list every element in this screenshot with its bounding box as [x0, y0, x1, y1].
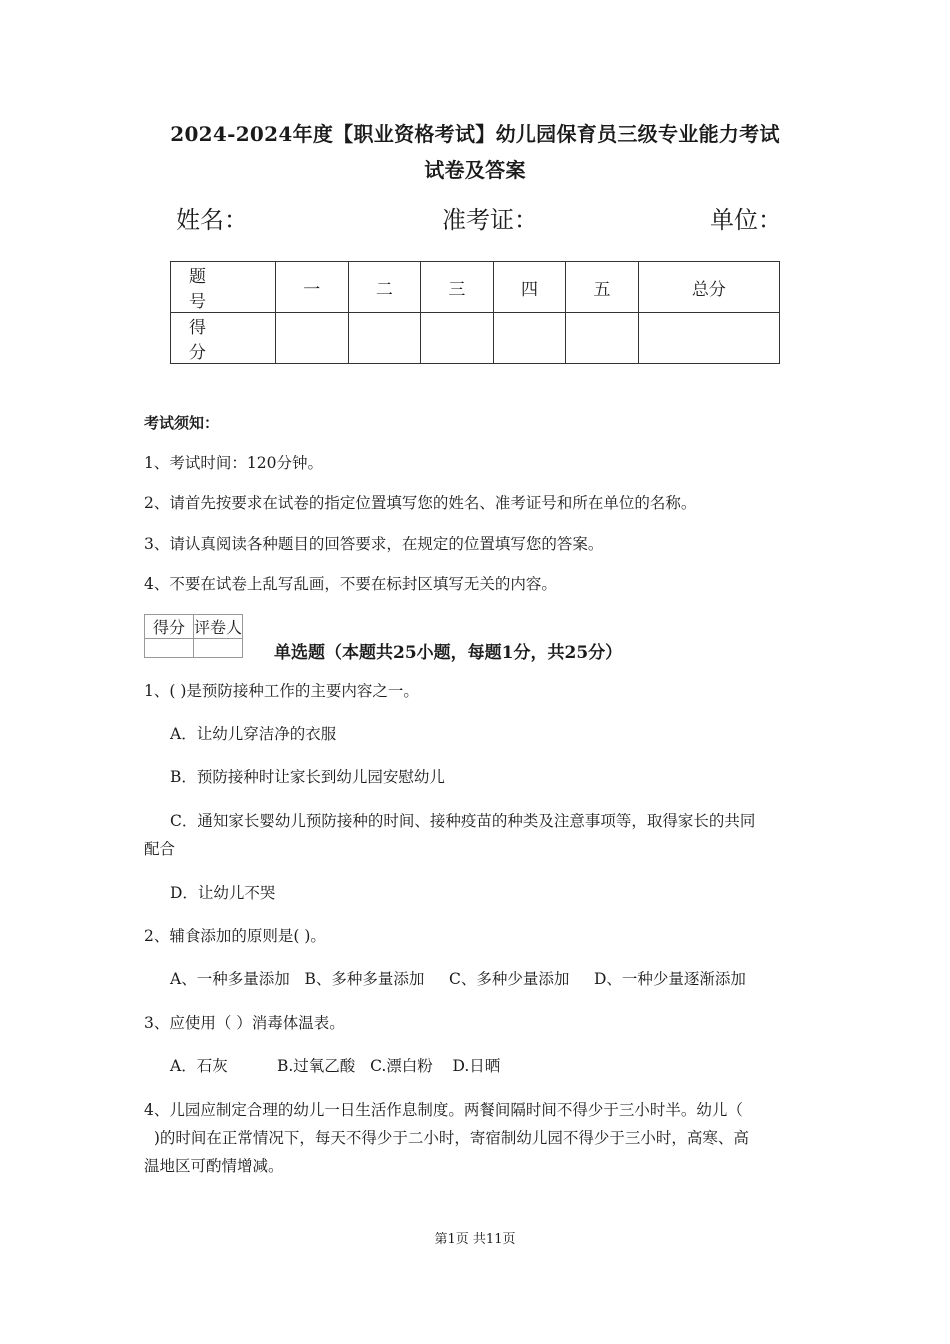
name-field-label: 姓名：	[176, 206, 248, 234]
notice-heading: 考试须知：	[144, 414, 220, 432]
q3-options: A．石灰 B.过氧乙酸 C.漂白粉 D.日晒	[170, 1057, 501, 1075]
header-part-5: 五	[566, 262, 639, 313]
exam-id-field-label: 准考证：	[442, 206, 538, 234]
grader-box-grader-cell	[194, 639, 243, 658]
header-part-3: 三	[421, 262, 494, 313]
header-total: 总分	[638, 262, 779, 313]
score-table-header-row	[171, 262, 780, 313]
header-part-1: 一	[276, 262, 349, 313]
score-table	[170, 261, 780, 364]
score-cell-4	[493, 313, 566, 364]
notice-item-1: 1、考试时间：120分钟。	[144, 454, 323, 472]
page-footer: 第1页 共11页	[434, 1232, 516, 1247]
q1-stem: 1、( )是预防接种工作的主要内容之一。	[144, 682, 419, 700]
exam-title-line1: 2024-2024年度【职业资格考试】幼儿园保育员三级专业能力考试	[170, 122, 780, 146]
header-part-2: 二	[348, 262, 421, 313]
section-title: 单选题（本题共25小题，每题1分，共25分）	[274, 643, 623, 663]
header-question-number: 题 号	[171, 262, 276, 313]
notice-item-2: 2、请首先按要求在试卷的指定位置填写您的姓名、准考证号和所在单位的名称。	[144, 494, 697, 512]
q3-stem: 3、应使用（ ）消毒体温表。	[144, 1014, 345, 1032]
q1-option-b: B．预防接种时让家长到幼儿园安慰幼儿	[170, 768, 445, 786]
q4-line1: 4、儿园应制定合理的幼儿一日生活作息制度。两餐间隔时间不得少于三小时半。幼儿（	[144, 1101, 743, 1119]
grader-box-grader-label: 评卷人	[194, 615, 243, 639]
q1-option-a: A．让幼儿穿洁净的衣服	[170, 725, 337, 743]
score-cell-5	[566, 313, 639, 364]
q4-line2: )的时间在正常情况下，每天不得少于二小时，寄宿制幼儿园不得少于三小时，高寒、高	[144, 1129, 749, 1147]
score-table-score-row	[171, 313, 780, 364]
unit-field-label: 单位：	[710, 206, 782, 234]
score-cell-1	[276, 313, 349, 364]
exam-title-line2: 试卷及答案	[424, 158, 526, 182]
score-cell-total	[638, 313, 779, 364]
grader-box-score-label: 得分	[145, 615, 194, 639]
q1-option-c-line2: 配合	[144, 840, 176, 858]
grader-box-score-cell	[145, 639, 194, 658]
candidate-info	[0, 200, 950, 240]
q4-line3: 温地区可酌情增减。	[144, 1157, 284, 1175]
score-cell-2	[348, 313, 421, 364]
q2-stem: 2、辅食添加的原则是( )。	[144, 927, 326, 945]
q1-option-c-line1: C．通知家长婴幼儿预防接种的时间、接种疫苗的种类及注意事项等，取得家长的共同	[170, 812, 756, 830]
score-row-label: 得 分	[171, 313, 276, 364]
grader-box	[144, 614, 243, 658]
notice-item-3: 3、请认真阅读各种题目的回答要求，在规定的位置填写您的答案。	[144, 535, 604, 553]
notice-item-4: 4、不要在试卷上乱写乱画，不要在标封区填写无关的内容。	[144, 575, 557, 593]
q2-options: A、一种多量添加 B、多种多量添加 C、多种少量添加 D、一种少量逐渐添加	[170, 970, 746, 988]
header-part-4: 四	[493, 262, 566, 313]
q1-option-d: D．让幼儿不哭	[170, 884, 276, 902]
score-cell-3	[421, 313, 494, 364]
